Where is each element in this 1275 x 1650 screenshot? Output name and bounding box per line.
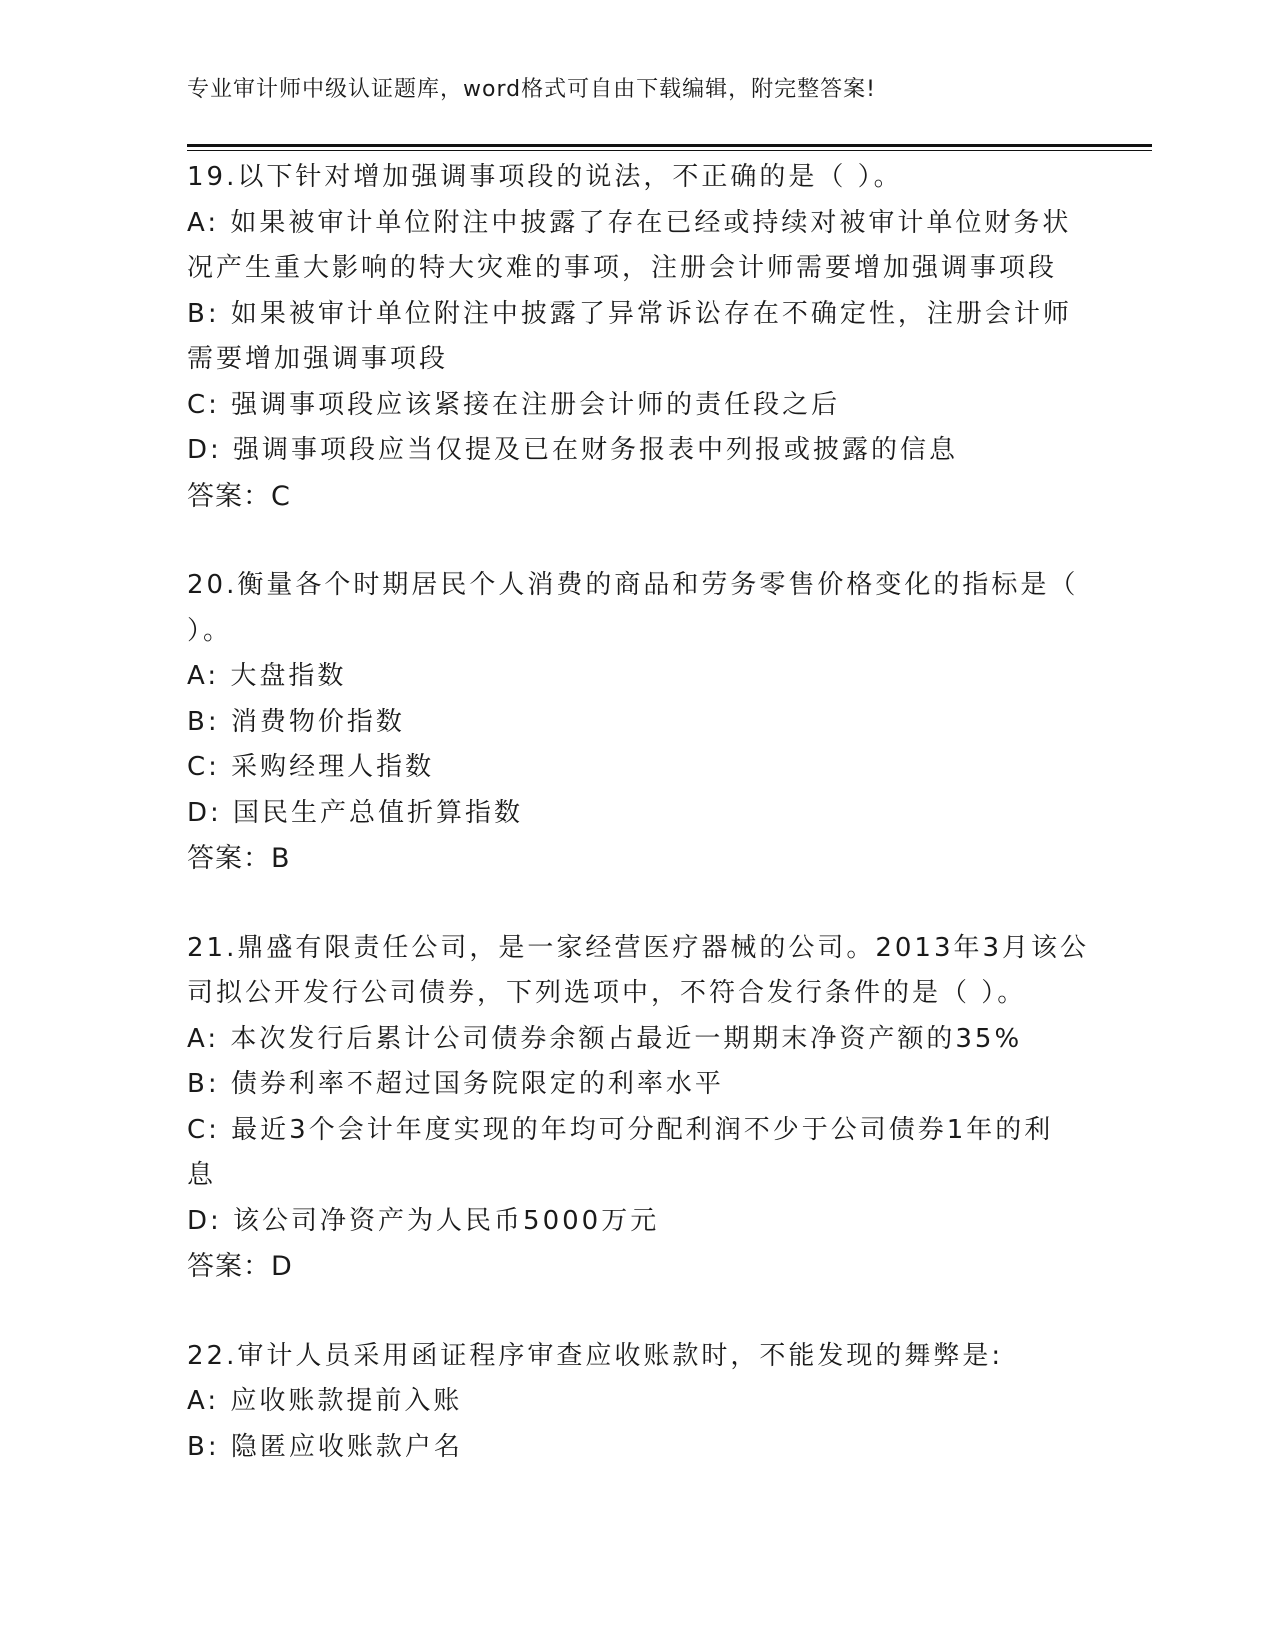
- option-c: C: 强调事项段应该紧接在注册会计师的责任段之后: [187, 389, 841, 420]
- option-b: B: 隐匿应收账款户名: [187, 1431, 463, 1462]
- answer-label: 答案：D: [187, 1251, 293, 1282]
- question-stem: 22.审计人员采用函证程序审查应收账款时，不能发现的舞弊是:: [187, 1340, 1004, 1371]
- header-rule-thick: [187, 144, 1152, 147]
- option-a: A: 如果被审计单位附注中披露了存在已经或持续对被审计单位财务状: [187, 207, 1072, 238]
- option-d: D: 强调事项段应当仅提及已在财务报表中列报或披露的信息: [187, 435, 959, 465]
- question-stem: 20.衡量各个时期居民个人消费的商品和劳务零售价格变化的指标是（: [187, 570, 1079, 600]
- option-a: A: 大盘指数: [187, 661, 347, 691]
- option-d: D: 该公司净资产为人民币5000万元: [187, 1205, 660, 1236]
- question-21: [187, 926, 1090, 1290]
- page-header: 专业审计师中级认证题库，word格式可自由下载编辑，附完整答案!: [187, 77, 876, 102]
- question-22: [187, 1334, 1087, 1471]
- question-stem-continued: ）。: [187, 615, 233, 646]
- answer-label: 答案：C: [187, 480, 291, 512]
- option-a: A: 应收账款提前入账: [187, 1386, 463, 1416]
- question-stem-continued: 司拟公开发行公司债券，下列选项中，不符合发行条件的是（ ）。: [187, 978, 1027, 1008]
- option-b: B: 债券利率不超过国务院限定的利率水平: [187, 1069, 724, 1099]
- header-rule-thin: [187, 150, 1152, 151]
- option-b: B: 消费物价指数: [187, 706, 405, 737]
- option-b: B: 如果被审计单位附注中披露了异常诉讼存在不确定性，注册会计师: [187, 298, 1072, 329]
- question-19: [187, 155, 1087, 519]
- option-c-continued: 息: [187, 1160, 217, 1190]
- question-list: [187, 155, 1090, 1514]
- answer-label: 答案：B: [187, 843, 291, 874]
- option-c: C: 采购经理人指数: [187, 752, 435, 782]
- option-c: C: 最近3个会计年度实现的年均可分配利润不少于公司债券1年的利: [187, 1114, 1054, 1145]
- question-20: [187, 563, 1087, 882]
- option-a: A: 本次发行后累计公司债券余额占最近一期期末净资产额的35%: [187, 1023, 1023, 1054]
- option-b-continued: 需要增加强调事项段: [187, 344, 449, 374]
- option-d: D: 国民生产总值折算指数: [187, 797, 524, 828]
- question-stem: 19.以下针对增加强调事项段的说法，不正确的是（ ）。: [187, 162, 903, 192]
- question-stem: 21.鼎盛有限责任公司，是一家经营医疗器械的公司。2013年3月该公: [187, 932, 1090, 963]
- option-a-continued: 况产生重大影响的特大灾难的事项，注册会计师需要增加强调事项段: [187, 253, 1058, 283]
